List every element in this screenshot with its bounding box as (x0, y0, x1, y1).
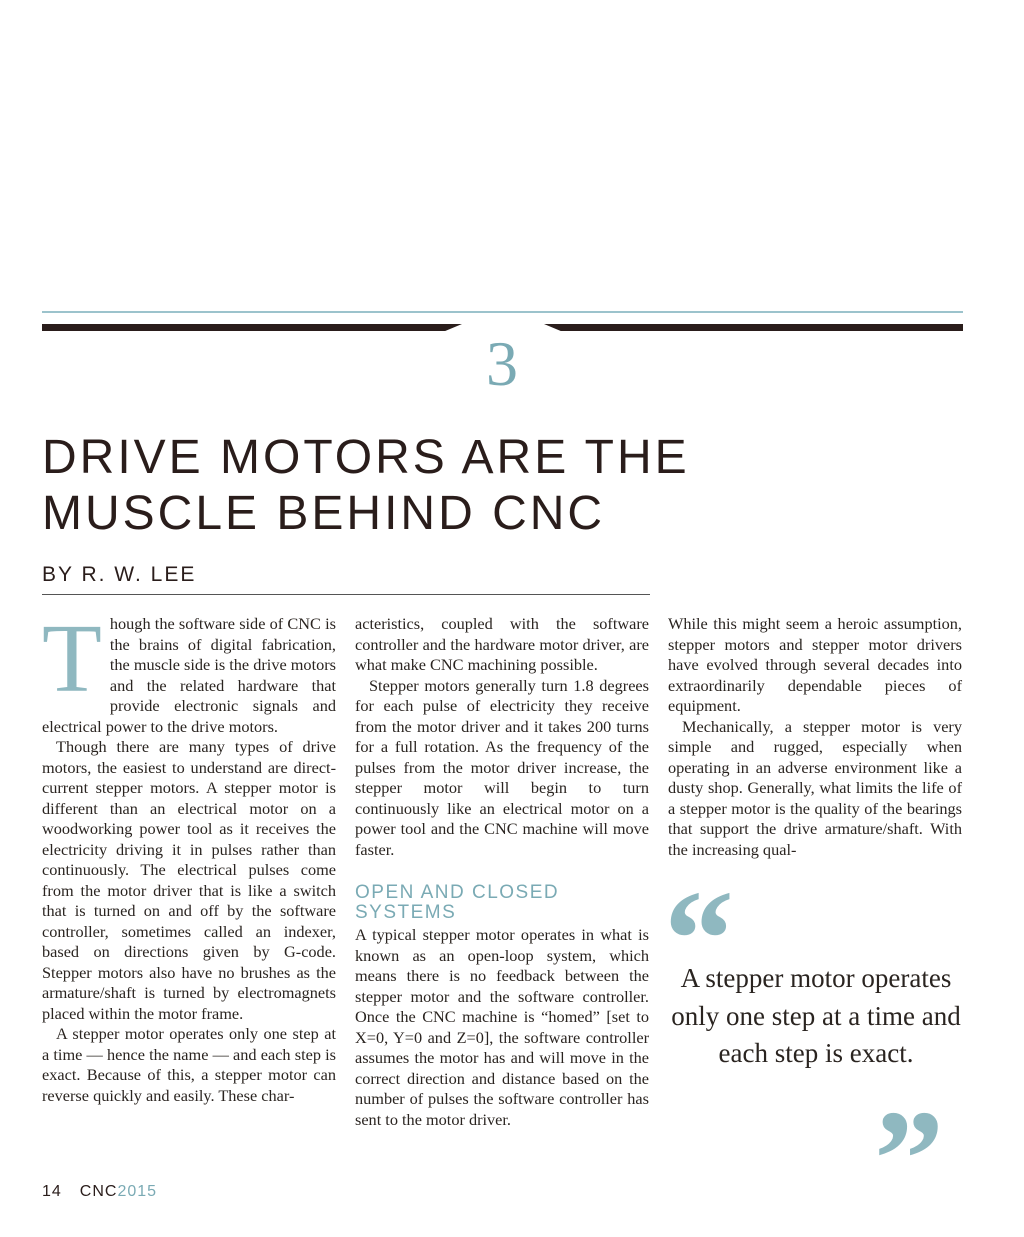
paragraph: Mechanically, a stepper motor is very simple and rugged, especially when operating in an adverse environment like a dusty shop. Generally, what limits the life of a stepper motor is the quality of the bearings that support the drive armature/shaft. With the increasing qual- (668, 716, 962, 859)
paragraph: Stepper motors generally turn 1.8 degrees for each pulse of electricity they receive from the motor driver and it takes 200 turns for a full rotation. As the frequency of the pulses from the motor driver increase, the stepper motor will begin to turn continuously like an electrical motor on a power tool and the CNC machine will move faster. (355, 675, 649, 859)
open-quote-icon: “ (664, 862, 734, 1017)
title-line-1: DRIVE MOTORS ARE THE (42, 431, 690, 484)
publication-year: 2015 (117, 1183, 158, 1200)
page-number: 14 (42, 1183, 62, 1200)
header-rule-right (544, 324, 963, 331)
column-1 (42, 605, 336, 1106)
paragraph: While this might seem a heroic assumption, stepper motors and stepper motor drivers have evolved through several decades into extraordinarily dependable pieces of equipment. (668, 614, 962, 715)
column-2 (355, 614, 649, 1130)
column-3 (668, 614, 962, 860)
paragraph-text: hough the software side of CNC is the brains of digital fabrication, the muscle side is the drive motors and the related hardware that provide electronic signals and electrical power to the drive motors. (42, 614, 336, 736)
paragraph: Though there are many types of drive motors, the easiest to understand are direct-current stepper motors. A stepper motor is different than an electrical motor on a woodworking power tool as it receives the electricity driving it in pulses rather than continuously. The electrical pulses come from the motor driver that is like a switch that is turned on and off by the software controller, sometimes called an indexer, based on directions given by G-code. Stepper motors also have no brushes as the armature/shaft is turned by electromagnets placed within the motor frame. (42, 737, 336, 1023)
paragraph: acteristics, coupled with the software controller and the hardware motor driver, are what make CNC machining possible. (355, 614, 649, 674)
paragraph: A stepper motor operates only one step at a time — hence the name — and each step is exact. Because of this, a stepper motor can reverse quickly and easily. These char- (42, 1024, 336, 1105)
byline-rule (42, 594, 650, 595)
title-line-2: MUSCLE BEHIND CNC (42, 487, 606, 540)
drop-cap: T (42, 605, 102, 713)
publication-name: CNC (79, 1183, 118, 1200)
byline: BY R. W. LEE (42, 563, 197, 586)
paragraph (42, 605, 336, 737)
header-rule-left (42, 324, 462, 331)
section-subhead: OPEN AND CLOSED SYSTEMS (355, 882, 560, 923)
chapter-number: 3 (486, 328, 518, 399)
header-rule-thin (42, 311, 963, 313)
page-title (42, 430, 942, 542)
page-footer (42, 1183, 157, 1201)
pull-quote: A stepper motor operates only one step at a time and each step is exact. (671, 963, 961, 1068)
paragraph: A typical stepper motor operates in what is known as an open-loop system, which means there is no feedback between the stepper motor and the software controller. Once the CNC machine is “homed” [set to X=0, Y=0 and Z=0], the software controller assumes the motor has and will move in the correct direction and distance based on the number of pulses the software controller has sent to the motor driver. (355, 925, 649, 1129)
close-quote-icon: ” (874, 1082, 944, 1237)
